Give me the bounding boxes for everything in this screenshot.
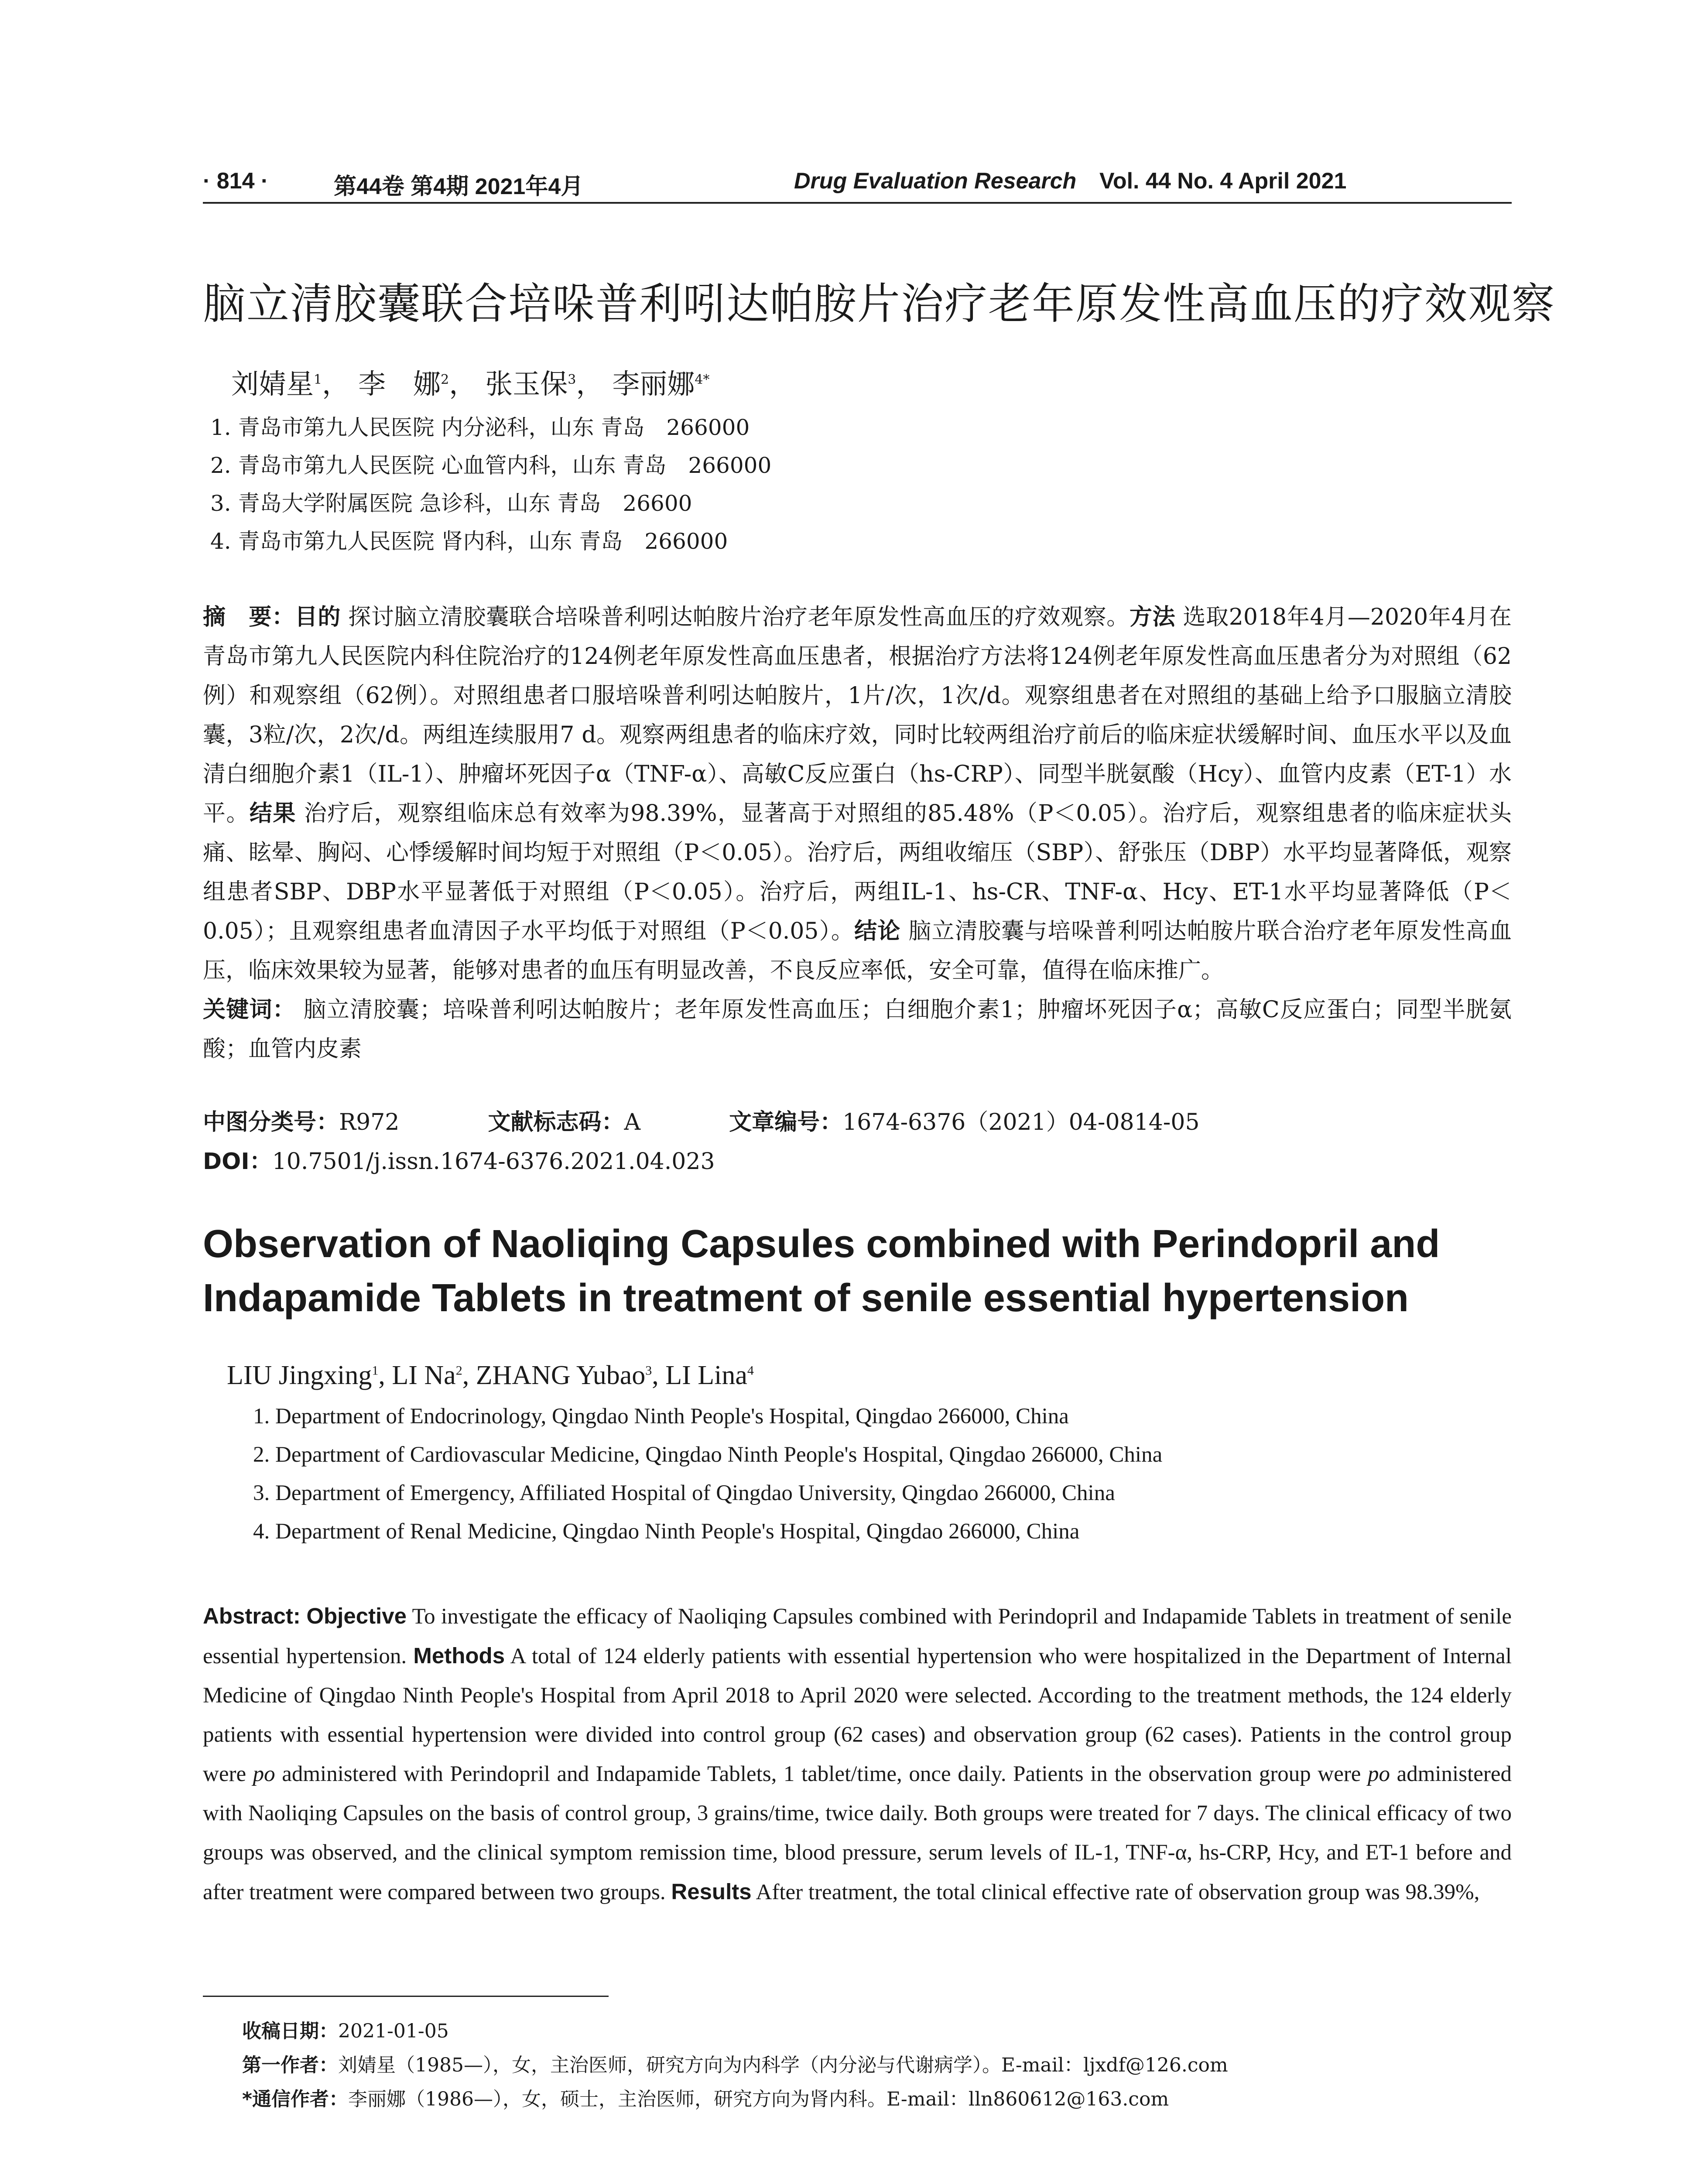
en-affiliation: 3. Department of Emergency, Affiliated Hospital of Qingdao University, Qingdao 266000, China bbox=[253, 1481, 1115, 1505]
author-name: ZHANG Yubao bbox=[476, 1361, 646, 1390]
methods-text: 选取2018年4月—2020年4月在青岛市第九人民医院内科住院治疗的124例老年原发性高血压患者，根据治疗方法将124例老年原发性高血压患者分为对照组（62例）和观察组（62例）。对照组患者口服培哚普利吲达帕胺片，1片/次，1次/d。观察组患者在对照组的基础上给予口服脑立清胶囊，3粒/次，2次/d。两组连续服用7 d。观察两组患者的临床疗效，同时比较两组治疗前后的临床症状缓解时间、血压水平以及血清白细胞介素1（IL-1）、肿瘤坏死因子α（TNF-α）、高敏C反应蛋白（hs-CRP）、同型半胱氨酸（Hcy）、血管内皮素（ET-1）水平。 bbox=[203, 604, 1512, 827]
first-author-label: 第一作者： bbox=[242, 2054, 338, 2076]
abstract-label: Abstract: bbox=[203, 1603, 301, 1628]
author-name: 张玉保 bbox=[485, 368, 568, 400]
footnote-corresponding bbox=[242, 2083, 1169, 2111]
doi-line bbox=[203, 1143, 715, 1176]
first-author-text: 刘婧星（1985—），女，主治医师，研究方向为内科学（内分泌与代谢病学）。E-mail：ljxdf@126.com bbox=[338, 2054, 1228, 2076]
doc-code-label: 文献标志码： bbox=[488, 1109, 624, 1135]
objective-label: 目的 bbox=[294, 604, 341, 630]
corresponding-label: *通信作者： bbox=[242, 2088, 349, 2110]
footnote-received bbox=[242, 2015, 449, 2043]
author-sup: 1 bbox=[372, 1363, 379, 1378]
cn-affiliation: 1. 青岛市第九人民医院 内分泌科，山东 青岛 266000 bbox=[210, 415, 750, 440]
author-sup: 3 bbox=[645, 1363, 652, 1378]
results-label: 结果 bbox=[249, 800, 296, 827]
methods-label: Methods bbox=[413, 1643, 505, 1668]
en-affiliation: 2. Department of Cardiovascular Medicine, Qingdao Ninth People's Hospital, Qingdao 266000, China bbox=[253, 1443, 1163, 1467]
cn-affiliation: 4. 青岛市第九人民医院 肾内科，山东 青岛 266000 bbox=[210, 529, 728, 554]
author-sup: 1 bbox=[314, 372, 322, 387]
cn-abstract bbox=[203, 598, 1512, 1069]
author-name: LI Lina bbox=[665, 1361, 747, 1390]
author-name: 李 娜 bbox=[358, 368, 441, 400]
objective-label: Objective bbox=[306, 1603, 407, 1628]
po-abbrev: po bbox=[253, 1762, 275, 1786]
en-affiliation: 4. Department of Renal Medicine, Qingdao Ninth People's Hospital, Qingdao 266000, China bbox=[253, 1519, 1080, 1544]
keywords bbox=[203, 990, 1512, 1069]
abstract-label: 摘 要： bbox=[203, 604, 295, 630]
keywords-label: 关键词： bbox=[203, 997, 296, 1023]
author-sup: 4 bbox=[747, 1363, 754, 1378]
author-sup: 2 bbox=[455, 1363, 462, 1378]
author-name: 李丽娜 bbox=[612, 368, 695, 400]
methods-text: A total of 124 elderly patients with essential hypertension who were hospitalized in the Department of Internal Medicine of Qingdao Ninth People's Hospital from April 2018 to April 2020 were selected. According to the treatment methods, the 124 elderly patients with essential hypertension were divided into control group (62 cases) and observation group (62 cases). Patients in the control group were bbox=[203, 1644, 1512, 1786]
author-name: LI Na bbox=[392, 1361, 456, 1390]
methods-text: administered with Perindopril and Indapamide Tablets, 1 tablet/time, once daily. Patients in the observation group were bbox=[282, 1762, 1361, 1786]
doi-label: DOI： bbox=[203, 1149, 272, 1175]
results-label: Results bbox=[671, 1879, 752, 1904]
footnote-rule bbox=[203, 1996, 609, 1997]
header-rule bbox=[203, 202, 1512, 204]
cn-authors: 刘婧星$^1$， 李 娜$^2$， 张玉保$^3$， 李丽娜$^{4*}$ bbox=[231, 368, 710, 400]
clc-label: 中图分类号： bbox=[203, 1109, 339, 1135]
keywords-text: 脑立清胶囊；培哚普利吲达帕胺片；老年原发性高血压；白细胞介素1；肿瘤坏死因子α；高敏C反应蛋白；同型半胱氨酸；血管内皮素 bbox=[203, 997, 1512, 1062]
author-name: 刘婧星 bbox=[231, 368, 314, 400]
methods-label: 方法 bbox=[1129, 604, 1176, 630]
results-text: After treatment, the total clinical effective rate of observation group was 98.39%, bbox=[756, 1880, 1480, 1904]
cn-affiliation: 3. 青岛大学附属医院 急诊科，山东 青岛 26600 bbox=[210, 491, 692, 516]
clc-value: R972 bbox=[339, 1109, 400, 1135]
issue-cn: 第44卷 第4期 2021年4月 bbox=[334, 174, 584, 199]
doi-link[interactable]: 10.7501/j.issn.1674-6376.2021.04.023 bbox=[272, 1149, 715, 1175]
issue-en: Vol. 44 No. 4 April 2021 bbox=[1099, 168, 1347, 194]
en-title: Observation of Naoliqing Capsules combined with Perindopril and Indapamide Tablets in treatment of senile essential hypertension bbox=[203, 1222, 1440, 1320]
en-authors: LIU Jingxing$^1$, LI Na$^2$, ZHANG Yubao$^3$, LI Lina$^4$ bbox=[227, 1361, 754, 1390]
cn-affiliation: 2. 青岛市第九人民医院 心血管内科，山东 青岛 266000 bbox=[210, 453, 772, 478]
doc-code-value: A bbox=[624, 1109, 641, 1135]
corresponding-text: 李丽娜（1986—），女，硕士，主治医师，研究方向为肾内科。E-mail：lln860612@163.com bbox=[348, 2088, 1169, 2110]
author-sup: 2 bbox=[441, 372, 449, 387]
en-affiliation: 1. Department of Endocrinology, Qingdao Ninth People's Hospital, Qingdao 266000, China bbox=[253, 1404, 1069, 1429]
objective-text: To investigate the efficacy of Naoliqing Capsules combined with Perindopril and Indapamide Tablets in treatment of senile essential hypertension. bbox=[203, 1604, 1512, 1668]
en-abstract bbox=[203, 1596, 1512, 1912]
page-label: · 814 · bbox=[203, 168, 269, 194]
cn-title: 脑立清胶囊联合培哚普利吲达帕胺片治疗老年原发性高血压的疗效观察 bbox=[203, 279, 1556, 329]
author-sup: 3 bbox=[568, 372, 576, 387]
article-no-value: 1674-6376（2021）04-0814-05 bbox=[842, 1109, 1200, 1135]
po-abbrev: po bbox=[1368, 1762, 1390, 1786]
objective-text: 探讨脑立清胶囊联合培哚普利吲达帕胺片治疗老年原发性高血压的疗效观察。 bbox=[348, 604, 1130, 630]
methods-text: administered with Naoliqing Capsules on the basis of control group, 3 grains/time, twice daily. Both groups were treated for 7 days. The clinical efficacy of two groups was observed, and the clinical symptom remission time, blood pressure, serum levels of IL-1, TNF-α, hs-CRP, Hcy, and ET-1 before and after treatment were compared between two groups. bbox=[203, 1762, 1512, 1904]
received-date: 2021-01-05 bbox=[338, 2020, 449, 2042]
running-header bbox=[203, 168, 1512, 198]
received-label: 收稿日期： bbox=[242, 2020, 338, 2042]
conclusion-text: 脑立清胶囊与培哚普利吲达帕胺片联合治疗老年原发性高血压，临床效果较为显著，能够对患者的血压有明显改善，不良反应率低，安全可靠，值得在临床推广。 bbox=[203, 918, 1512, 984]
footnote-first-author bbox=[242, 2049, 1228, 2077]
results-text: 治疗后，观察组临床总有效率为98.39%，显著高于对照组的85.48%（P＜0.05）。治疗后，观察组患者的临床症状头痛、眩晕、胸闷、心悸缓解时间均短于对照组（P＜0.05）。治疗后，两组收缩压（SBP）、舒张压（DBP）水平均显著降低，观察组患者SBP、DBP水平显著低于对照组（P＜0.05）。治疗后，两组IL-1、hs-CR、TNF-α、Hcy、ET-1水平均显著降低（P＜0.05）；且观察组患者血清因子水平均低于对照组（P＜0.05）。 bbox=[203, 800, 1512, 944]
article-no-label: 文章编号： bbox=[729, 1109, 843, 1135]
author-name: LIU Jingxing bbox=[227, 1361, 372, 1390]
author-sup: 4* bbox=[695, 372, 710, 387]
classification-line bbox=[203, 1104, 1200, 1136]
conclusion-label: 结论 bbox=[854, 918, 901, 944]
journal-name: Drug Evaluation Research bbox=[794, 168, 1077, 194]
